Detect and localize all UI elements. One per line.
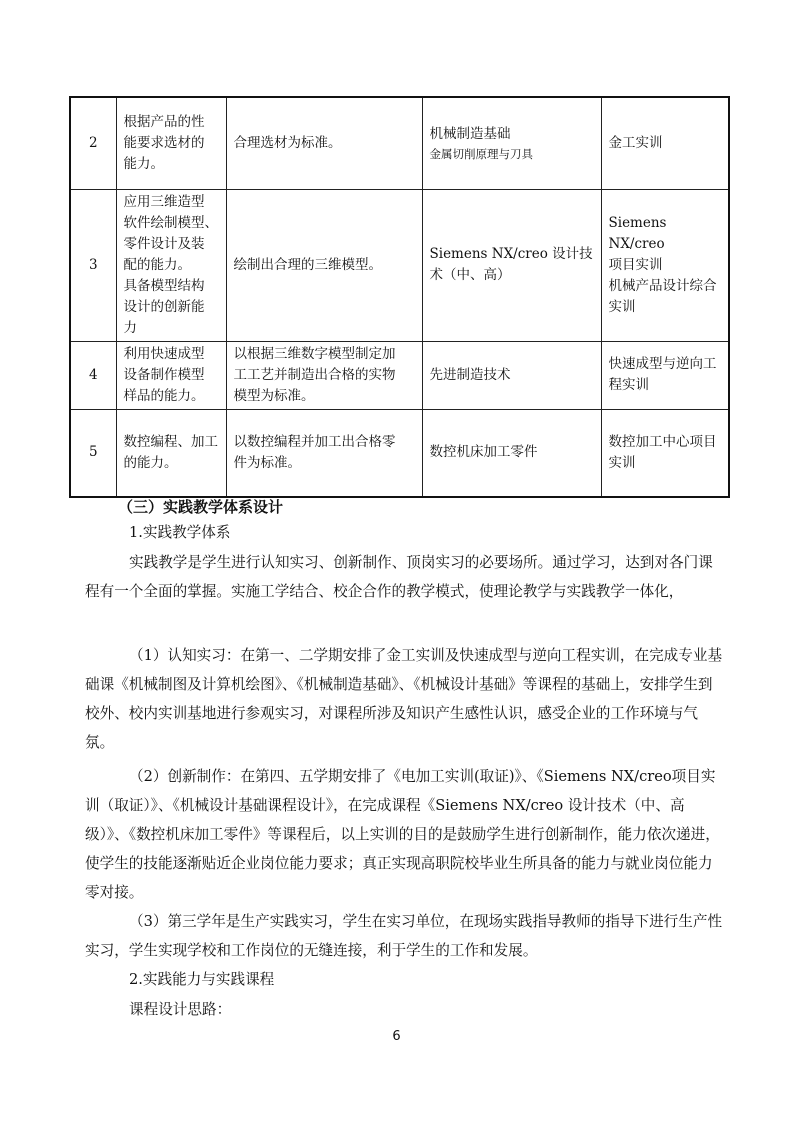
ability-text: 能要求选材的	[123, 134, 205, 151]
ability-text: 软件绘制模型、	[123, 214, 218, 231]
ability-cell	[116, 341, 226, 409]
practice-text: 项目实训	[608, 256, 663, 273]
course-subtext: 金属切削原理与刀具	[429, 146, 533, 161]
practice-text: 快速成型与逆向工	[608, 356, 717, 372]
page-number: 6	[392, 1029, 401, 1044]
table-row	[70, 189, 729, 341]
paragraph-innovation: （2）创新制作：在第四、五学期安排了《电加工实训(取证)》、《Siemens NX/creo项目实训（取证）》、《机械设计基础课程设计》，在完成课程《Siemens NX/creo 设计技术（中、高级）》、《数控机床加工零件》等课程后，以上实训的目的是鼓励学生进行创新制作，能力依次递进，使学生的技能逐渐贴近企业岗位能力要求；真正实现高职院校毕业生所具备的能力与就业岗位能力零对接。	[85, 768, 720, 901]
table-row	[70, 341, 729, 409]
practice-cell	[601, 409, 729, 497]
course-cell	[422, 97, 601, 189]
subheading-practice-courses: 2.实践能力与实践课程	[129, 971, 275, 988]
practice-text: 数控加工中心项目	[608, 433, 717, 450]
ability-course-table	[69, 96, 728, 498]
ability-text: 应用三维造型	[123, 193, 205, 210]
practice-text: 机械产品设计综合	[608, 277, 717, 294]
standard-text: 模型为标准。	[233, 387, 315, 404]
ability-cell	[116, 409, 226, 497]
practice-cell	[601, 189, 729, 341]
course-cell	[422, 341, 601, 409]
standard-text: 件为标准。	[233, 454, 301, 471]
practice-cell	[601, 97, 729, 189]
practice-text: 程实训	[608, 377, 649, 393]
course-text: 机械制造基础	[429, 125, 511, 142]
ability-text: 力	[123, 319, 137, 336]
practice-text: Siemens NX/creo	[608, 214, 667, 252]
practice-cell	[601, 341, 729, 409]
row-number-cell: 2	[70, 97, 116, 189]
practice-text: 金工实训	[608, 134, 663, 151]
row-number-cell: 4	[70, 341, 116, 409]
ability-text: 设备制作模型	[123, 366, 205, 383]
paragraph-intro: 实践教学是学生进行认知实习、创新制作、顶岗实习的必要场所。通过学习，达到对各门课程有一个全面的掌握。实施工学结合、校企合作的教学模式，使理论教学与实践教学一体化，	[85, 554, 713, 600]
ability-cell	[116, 97, 226, 189]
course-text: 数控机床加工零件	[429, 444, 538, 461]
ability-text: 数控编程、加工	[123, 433, 218, 450]
ability-text: 零件设计及装	[123, 235, 205, 252]
course-text: 术（中、高）	[429, 267, 511, 283]
ability-text: 配的能力。	[123, 256, 191, 273]
standard-cell	[226, 97, 422, 189]
ability-cell	[116, 189, 226, 341]
standard-cell	[226, 341, 422, 409]
standard-text: 绘制出合理的三维模型。	[233, 256, 382, 273]
subheading-practice-system: 1.实践教学体系	[129, 524, 231, 541]
table-row	[70, 409, 729, 497]
standard-text: 以根据三维数字模型制定加	[233, 345, 396, 362]
course-text: Siemens NX/creo 设计技	[429, 246, 593, 262]
paragraph-production-internship: （3）第三学年是生产实践实习，学生在实习单位，在现场实践指导教师的指导下进行生产性实习，学生实现学校和工作岗位的无缝连接，利于学生的工作和发展。	[85, 913, 723, 959]
course-cell	[422, 189, 601, 341]
standard-text: 合理选材为标准。	[233, 134, 342, 151]
table-row	[70, 97, 729, 189]
standard-cell	[226, 189, 422, 341]
ability-text: 样品的能力。	[123, 387, 205, 404]
row-number-cell: 3	[70, 189, 116, 341]
ability-text: 的能力。	[123, 454, 178, 471]
row-number-cell: 5	[70, 409, 116, 497]
section-heading: （三）实践教学体系设计	[118, 498, 284, 516]
standard-text: 以数控编程并加工出合格零	[233, 433, 396, 450]
paragraph-cognitive-internship: （1）认知实习：在第一、二学期安排了金工实训及快速成型与逆向工程实训，在完成专业基础课《机械制图及计算机绘图》、《机械制造基础》、《机械设计基础》等课程的基础上，安排学生到校外、校内实训基地进行参观实习，对课程所涉及知识产生感性认识，感受企业的工作环境与气氛。	[85, 647, 723, 751]
course-cell	[422, 409, 601, 497]
standard-cell	[226, 409, 422, 497]
ability-text: 利用快速成型	[123, 345, 205, 362]
standard-text: 工工艺并制造出合格的实物	[233, 366, 396, 383]
paragraph-design-idea: 课程设计思路：	[129, 1001, 232, 1018]
practice-text: 实训	[608, 298, 636, 315]
ability-text: 能力。	[123, 155, 164, 172]
ability-text: 设计的创新能	[123, 298, 205, 315]
ability-text: 具备模型结构	[123, 277, 205, 294]
ability-text: 根据产品的性	[123, 113, 205, 130]
practice-text: 实训	[608, 454, 636, 471]
course-text: 先进制造技术	[429, 366, 511, 383]
